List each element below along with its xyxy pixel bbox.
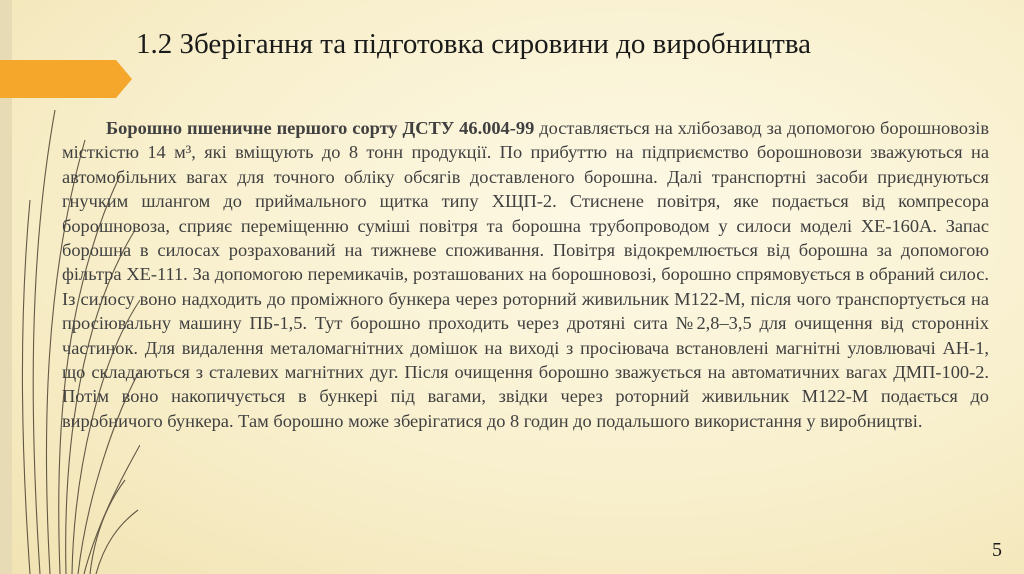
paragraph-rest: доставляється на хлібозавод за допомогою борошновозів місткістю 14 м³, які вміщують до 8 тонн продукції. По прибуттю на підприємство борошновози зважуються на автомобільних вагах для точного обліку обсягів доставленого борошна. Далі транспортні засоби приєднуються гнучким шлангом до приймального щитка типу ХЩП-2. Стиснене повітря, яке подається від компресора борошновоза, сприяє переміщенню суміші повітря та борошна трубопроводом у силоси моделі ХЕ-160А. Запас борошна в силосах розрахований на тижневе споживання. Повітря відокремлюється від борошна за допомогою фільтра ХЕ-111. За допомогою перемикачів, розташованих на борошновозі, борошно спрямовується в обраний силос. Із силосу воно надходить до проміжного бункера через роторний живильник М122-М, після чого транспортується на просіювальну машину ПБ-1,5. Тут борошно проходить через дротяні сита №2,8–3,5 для очищення від сторонніх частинок. Для видалення металомагнітних домішок на виході з просіювача встановлені магнітні уловлювачі АН-1, що складаються з сталевих магнітних дуг. Після очищення борошно зважується на автоматичних вагах ДМП-100-2. Потім воно накопичується в бункері під вагами, звідки через роторний живильник М122-М подається до виробничого бункера. Там борошно може зберігатися до 8 годин до подальшого використання у виробництві.: [62, 118, 990, 431]
accent-arrow-shape: [0, 60, 132, 98]
paragraph-lead: Борошно пшеничне першого сорту ДСТУ 46.004-99: [106, 118, 535, 138]
page-number: 5: [992, 539, 1002, 561]
slide-title: 1.2 Зберігання та підготовка сировини до виробництва: [136, 28, 812, 60]
body-paragraph: [62, 116, 989, 433]
